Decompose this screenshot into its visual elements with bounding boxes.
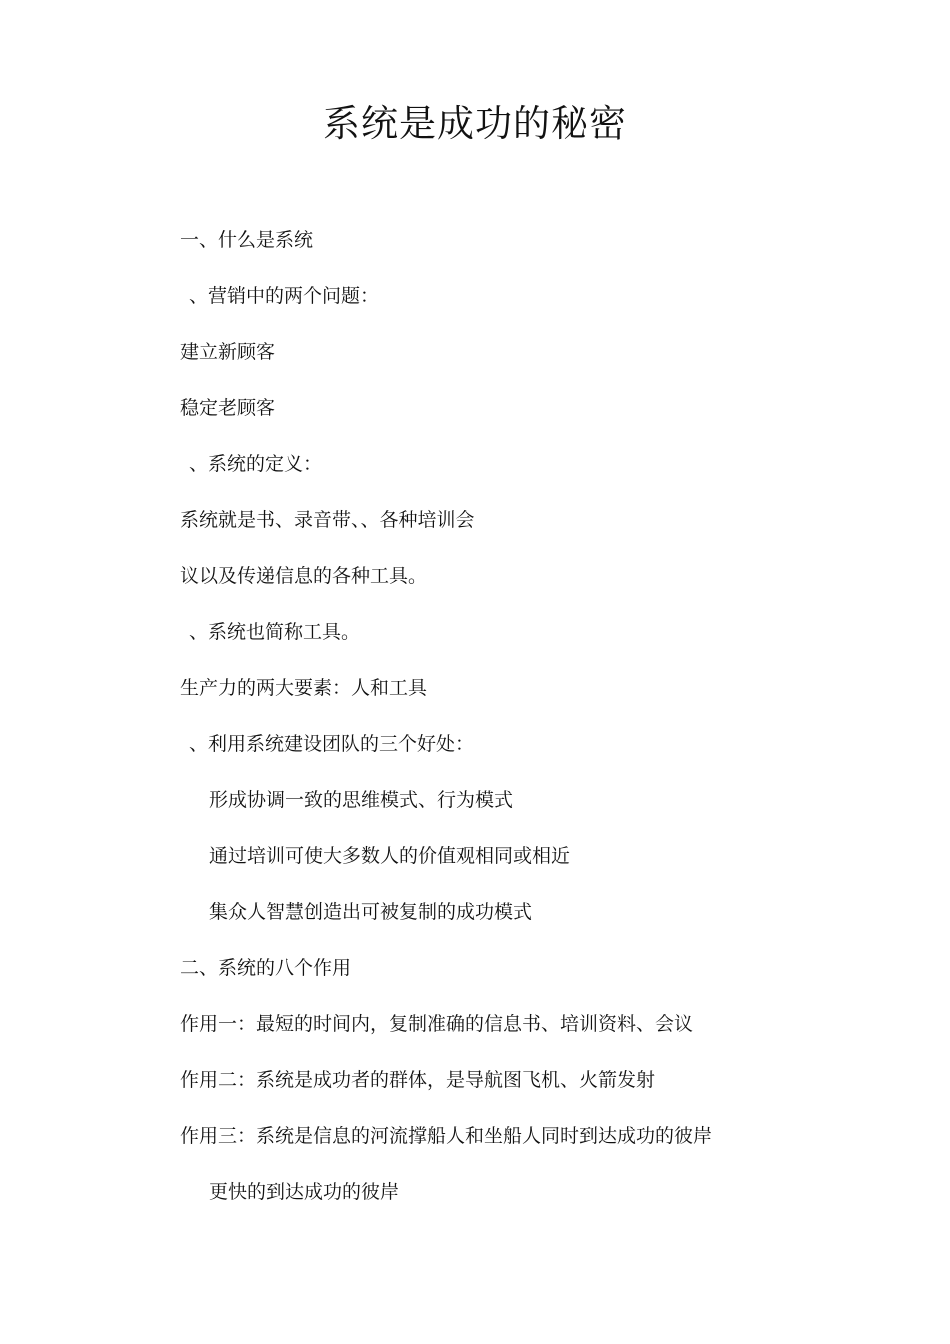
list-item: 通过培训可使大多数人的价值观相同或相近 — [209, 845, 571, 867]
subheading-team-benefits: 、利用系统建设团队的三个好处： — [189, 733, 475, 755]
text-line: 作用二：系统是成功者的群体，是导航图飞机、火箭发射 — [180, 1069, 656, 1091]
text-line: 更快的到达成功的彼岸 — [209, 1181, 400, 1203]
list-item: 形成协调一致的思维模式、行为模式 — [209, 789, 514, 811]
section-heading-1: 一、什么是系统 — [180, 229, 314, 251]
subheading-system-tools: 、系统也简称工具。 — [189, 621, 361, 643]
subheading-system-definition: 、系统的定义： — [189, 453, 323, 475]
text-line: 生产力的两大要素：人和工具 — [180, 677, 428, 699]
subheading-marketing-problems: 、营销中的两个问题： — [189, 285, 380, 307]
list-item: 集众人智慧创造出可被复制的成功模式 — [209, 901, 533, 923]
section-heading-2: 二、系统的八个作用 — [180, 957, 352, 979]
document-body — [180, 226, 880, 1234]
text-line: 作用一：最短的时间内，复制准确的信息书、培训资料、会议 — [180, 1013, 694, 1035]
text-line: 稳定老顾客 — [180, 397, 276, 419]
text-line: 建立新顾客 — [180, 341, 276, 363]
document-title: 系统是成功的秘密 — [323, 102, 627, 145]
text-line: 系统就是书、录音带、、各种培训会 — [180, 509, 475, 531]
text-line: 议以及传递信息的各种工具。 — [180, 565, 428, 587]
text-line: 作用三：系统是信息的河流撑船人和坐船人同时到达成功的彼岸 — [180, 1125, 713, 1147]
